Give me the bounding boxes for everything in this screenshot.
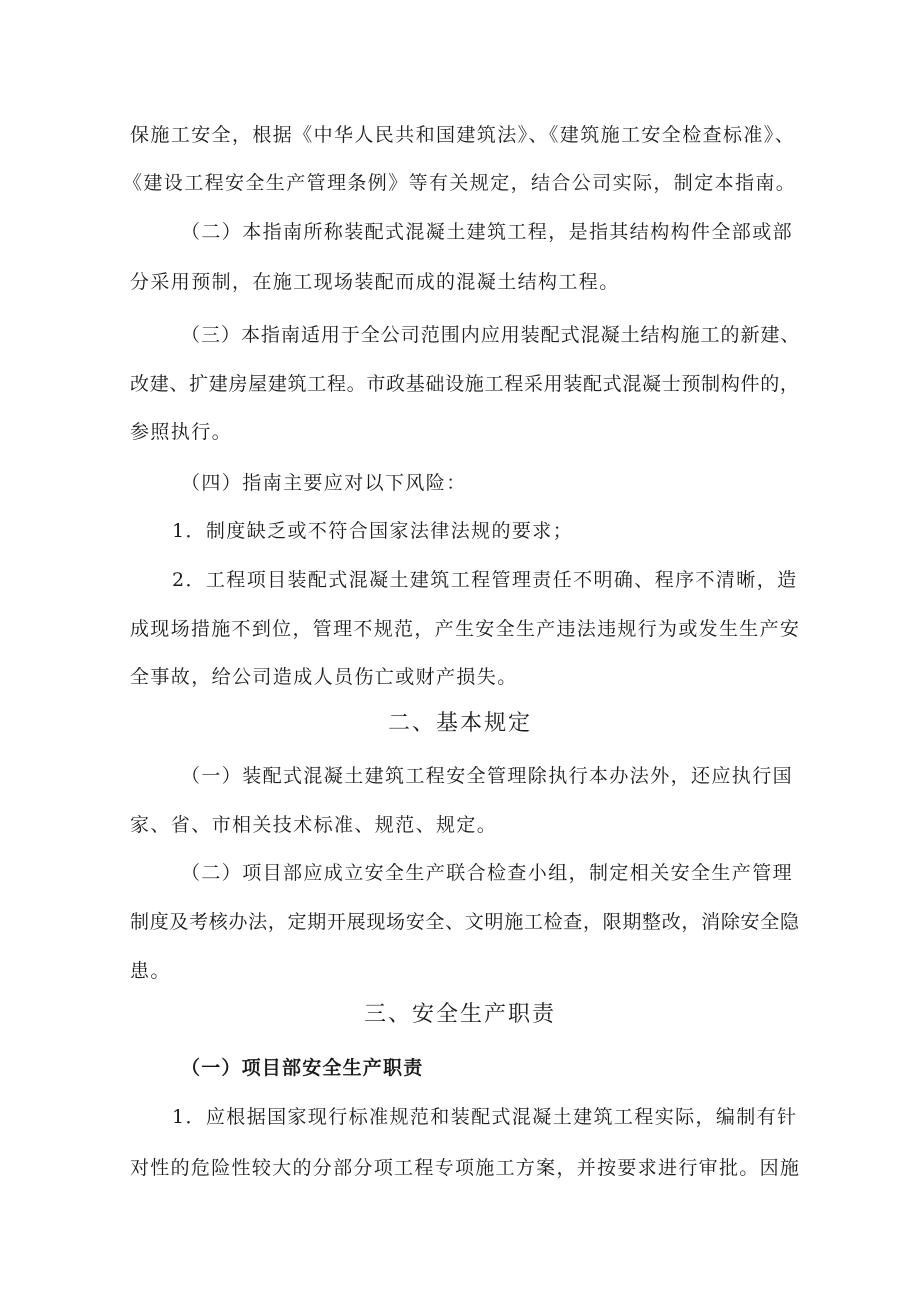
section-three-subheading: （一）项目部安全生产职责 [181,1057,424,1079]
clause-two-line-1: （二）本指南所称装配式混凝土建筑工程，是指其结构构件全部或部 [181,221,794,243]
risk-one-line-1: 1．制度缺乏或不符合国家法律法规的要求； [172,520,574,542]
section-three-item-one-line-1: 1．应根据国家现行标准规范和装配式混凝土建筑工程实际，编制有针 [172,1106,798,1128]
section-two-clause-one-line-1: （一）装配式混凝土建筑工程安全管理除执行本办法外，还应执行国 [181,765,794,787]
section-three-heading: 三、安全生产职责 [363,1002,556,1027]
clause-three-line-3: 参照执行。 [130,421,233,443]
risk-two-line-3: 全事故，给公司造成人员伤亡或财产损失。 [130,666,518,688]
section-two-clause-two-line-3: 患。 [130,960,171,982]
section-two-clause-one-line-2: 家、省、市相关技术标准、规范、规定。 [130,814,498,836]
intro-line-1: 保施工安全，根据《中华人民共和国建筑法》、《建筑施工安全检查标准》、 [130,124,796,146]
risk-two-line-2: 成现场措施不到位，管理不规范，产生安全生产违法违规行为或发生生产安 [130,618,801,640]
section-two-clause-two-line-1: （二）项目部应成立安全生产联合检查小组，制定相关安全生产管理 [181,862,794,884]
clause-three-line-1: （三）本指南适用于全公司范围内应用装配式混凝土结构施工的新建、 [181,324,801,346]
section-two-heading: 二、基本规定 [387,711,532,736]
section-two-clause-two-line-2: 制度及考核办法，定期开展现场安全、文明施工检查，限期整改，消除安全隐 [130,911,800,933]
clause-two-line-2: 分采用预制，在施工现场装配而成的混凝土结构工程。 [130,271,620,293]
clause-three-line-2: 改建、扩建房屋建筑工程。市政基础设施工程采用装配式混凝士预制构件的， [130,373,800,395]
section-three-item-one-line-2: 对性的危险性较大的分部分项工程专项施工方案，并按要求进行审批。因施 [130,1157,801,1179]
risk-two-line-1: 2．工程项目装配式混凝土建筑工程管理责任不明确、程序不清晰，造 [172,569,798,591]
intro-line-2: 《建设工程安全生产管理条例》等有关规定，结合公司实际，制定本指南。 [123,172,797,194]
clause-four-line-1: （四）指南主要应对以下风险： [181,472,467,494]
